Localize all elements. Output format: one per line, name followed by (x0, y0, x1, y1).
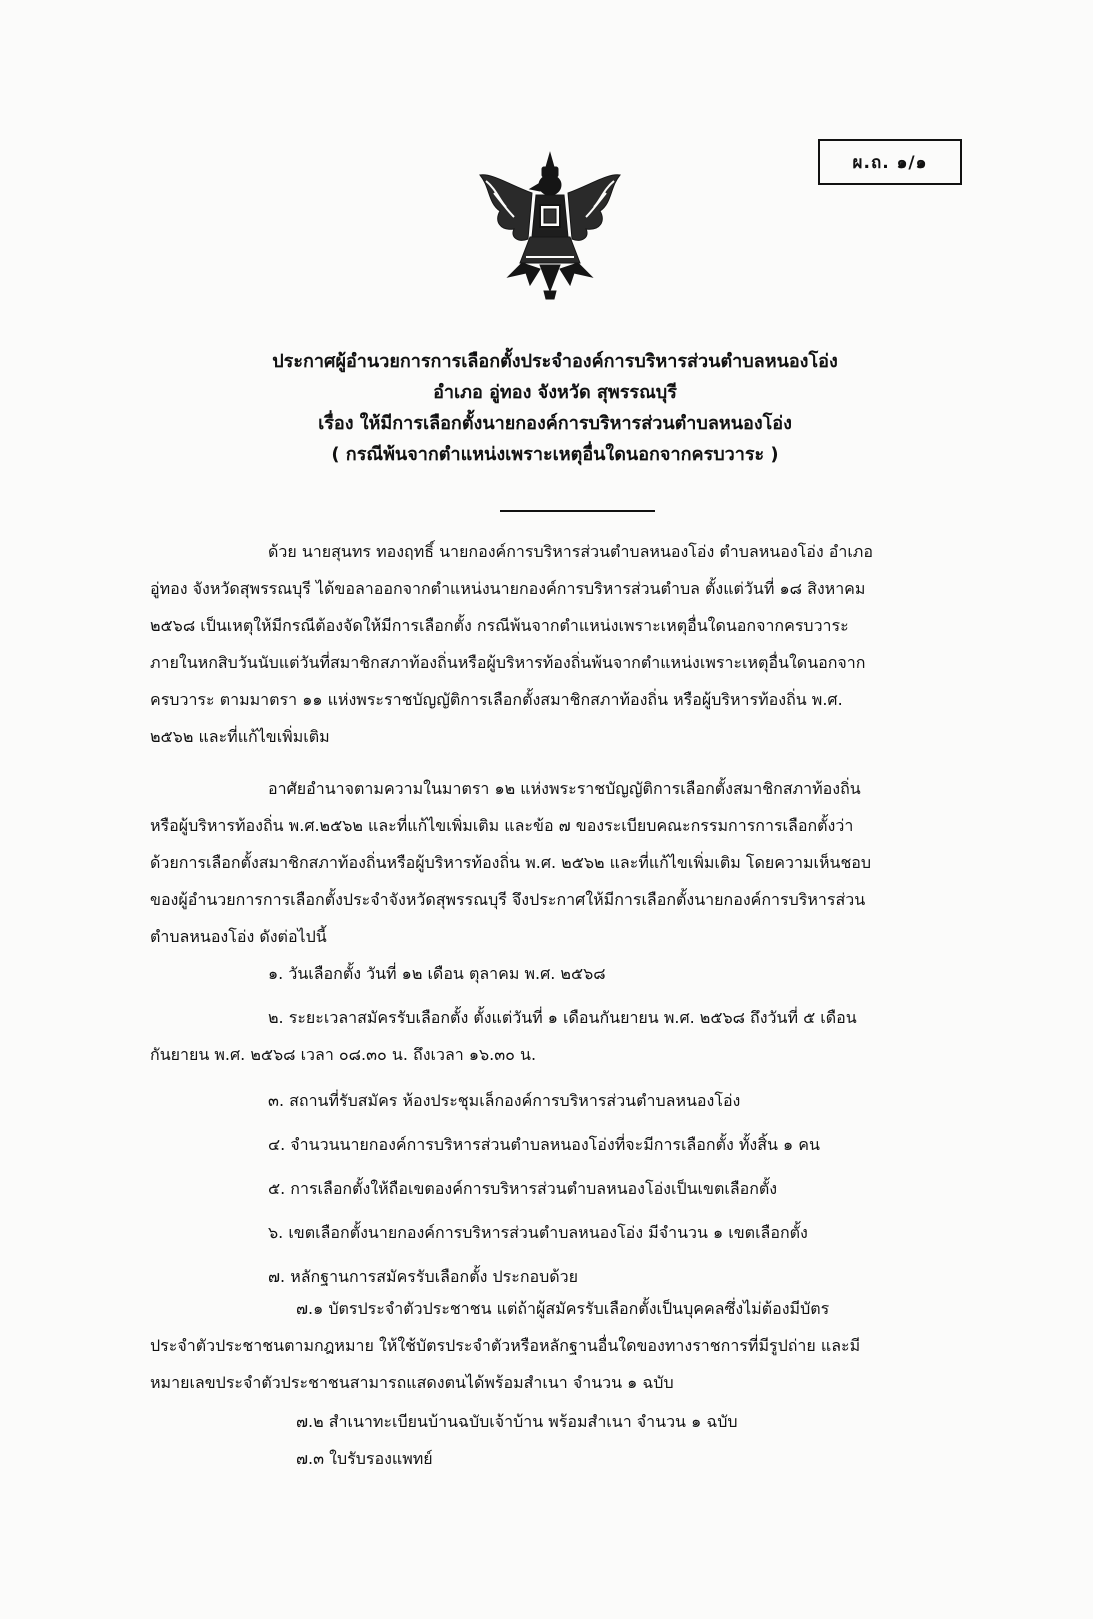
para1-line: ๒๕๖๘ เป็นเหตุให้มีกรณีต้องจัดให้มีการเลือกตั้ง กรณีพ้นจากตำแหน่งเพราะเหตุอื่นใดนอกจากครบวาระ (150, 616, 849, 635)
item-7-1-line-3: หมายเลขประจำตัวประชาชนสามารถแสดงตนได้พร้อมสำเนา จำนวน ๑ ฉบับ (150, 1373, 674, 1392)
announcement-heading (170, 346, 940, 470)
paragraph-1 (150, 533, 953, 755)
form-code-label: ผ.ถ. ๑/๑ (852, 152, 928, 173)
heading-line-1: ประกาศผู้อำนวยการการเลือกตั้งประจำองค์การบริหารส่วนตำบลหนองโอ่ง (272, 351, 838, 372)
para2-line: อาศัยอำนาจตามความในมาตรา ๑๒ แห่งพระราชบัญญัติการเลือกตั้งสมาชิกสภาท้องถิ่น (268, 779, 861, 798)
heading-line-4: ( กรณีพ้นจากตำแหน่งเพราะเหตุอื่นใดนอกจากครบวาระ ) (331, 444, 779, 465)
item-5-text: ๕. การเลือกตั้งให้ถือเขตองค์การบริหารส่วนตำบลหนองโอ่งเป็นเขตเลือกตั้ง (268, 1179, 778, 1198)
para2-line: ตำบลหนองโอ่ง ดังต่อไปนี้ (150, 927, 327, 946)
item-4 (150, 1126, 953, 1163)
para1-line: ด้วย นายสุนทร ทองฤทธิ์ นายกองค์การบริหารส่วนตำบลหนองโอ่ง ตำบลหนองโอ่ง อำเภอ (268, 542, 873, 561)
para1-line: ภายในหกสิบวันนับแต่วันที่สมาชิกสภาท้องถิ่นหรือผู้บริหารท้องถิ่นพ้นจากตำแหน่งเพราะเหตุอื่นใดนอกจาก (150, 653, 866, 672)
item-5 (150, 1170, 953, 1207)
item-2-line-1: ๒. ระยะเวลาสมัครรับเลือกตั้ง ตั้งแต่วันที่ ๑ เดือนกันยายน พ.ศ. ๒๕๖๘ ถึงวันที่ ๕ เดือน (268, 1008, 857, 1027)
heading-line-3: เรื่อง ให้มีการเลือกตั้งนายกองค์การบริหารส่วนตำบลหนองโอ่ง (318, 413, 792, 434)
item-1 (150, 955, 953, 992)
paragraph-2 (150, 770, 953, 955)
item-7-text: ๗. หลักฐานการสมัครรับเลือกตั้ง ประกอบด้วย (268, 1267, 579, 1286)
item-2 (150, 999, 953, 1073)
item-3-text: ๓. สถานที่รับสมัคร ห้องประชุมเล็กองค์การบริหารส่วนตำบลหนองโอ่ง (268, 1091, 741, 1110)
para1-line: ๒๕๖๒ และที่แก้ไขเพิ่มเติม (150, 727, 330, 746)
item-6 (150, 1214, 953, 1251)
item-7-2 (150, 1403, 953, 1440)
item-7-3-text: ๗.๓ ใบรับรองแพทย์ (296, 1449, 433, 1468)
garuda-emblem-icon (470, 145, 630, 305)
item-2-line-2: กันยายน พ.ศ. ๒๕๖๘ เวลา ๐๘.๓๐ น. ถึงเวลา ๑๖.๓๐ น. (150, 1045, 537, 1064)
para1-line: ครบวาระ ตามมาตรา ๑๑ แห่งพระราชบัญญัติการเลือกตั้งสมาชิกสภาท้องถิ่น หรือผู้บริหารท้องถิ่น พ.ศ. (150, 690, 843, 709)
para2-line: หรือผู้บริหารท้องถิ่น พ.ศ.๒๕๖๒ และที่แก้ไขเพิ่มเติม และข้อ ๗ ของระเบียบคณะกรรมการการเลือกตั้งว่า (150, 816, 854, 835)
item-6-text: ๖. เขตเลือกตั้งนายกองค์การบริหารส่วนตำบลหนองโอ่ง มีจำนวน ๑ เขตเลือกตั้ง (268, 1223, 808, 1242)
item-3 (150, 1082, 953, 1119)
para2-line: ของผู้อำนวยการการเลือกตั้งประจำจังหวัดสุพรรณบุรี จึงประกาศให้มีการเลือกตั้งนายกองค์การบริหารส่วน (150, 890, 866, 909)
item-4-text: ๔. จำนวนนายกองค์การบริหารส่วนตำบลหนองโอ่งที่จะมีการเลือกตั้ง ทั้งสิ้น ๑ คน (268, 1135, 820, 1154)
heading-line-2: อำเภอ อู่ทอง จังหวัด สุพรรณบุรี (433, 382, 677, 403)
item-7-3 (150, 1440, 953, 1477)
item-7-1 (150, 1290, 953, 1401)
item-7-2-text: ๗.๒ สำเนาทะเบียนบ้านฉบับเจ้าบ้าน พร้อมสำเนา จำนวน ๑ ฉบับ (296, 1412, 738, 1431)
para2-line: ด้วยการเลือกตั้งสมาชิกสภาท้องถิ่นหรือผู้บริหารท้องถิ่น พ.ศ. ๒๕๖๒ และที่แก้ไขเพิ่มเติม โดยความเห็นชอบ (150, 853, 872, 872)
item-1-text: ๑. วันเลือกตั้ง วันที่ ๑๒ เดือน ตุลาคม พ.ศ. ๒๕๖๘ (268, 964, 606, 983)
heading-divider (500, 510, 655, 512)
item-7-1-line-2: ประจำตัวประชาชนตามกฎหมาย ให้ใช้บัตรประจำตัวหรือหลักฐานอื่นใดของทางราชการที่มีรูปถ่าย และมี (150, 1336, 861, 1355)
para1-line: อู่ทอง จังหวัดสุพรรณบุรี ได้ขอลาออกจากตำแหน่งนายกองค์การบริหารส่วนตำบล ตั้งแต่วันที่ ๑๘ สิงหาคม (150, 579, 866, 598)
form-code-box (818, 139, 962, 185)
item-7-1-line-1: ๗.๑ บัตรประจำตัวประชาชน แต่ถ้าผู้สมัครรับเลือกตั้งเป็นบุคคลซึ่งไม่ต้องมีบัตร (296, 1299, 830, 1318)
